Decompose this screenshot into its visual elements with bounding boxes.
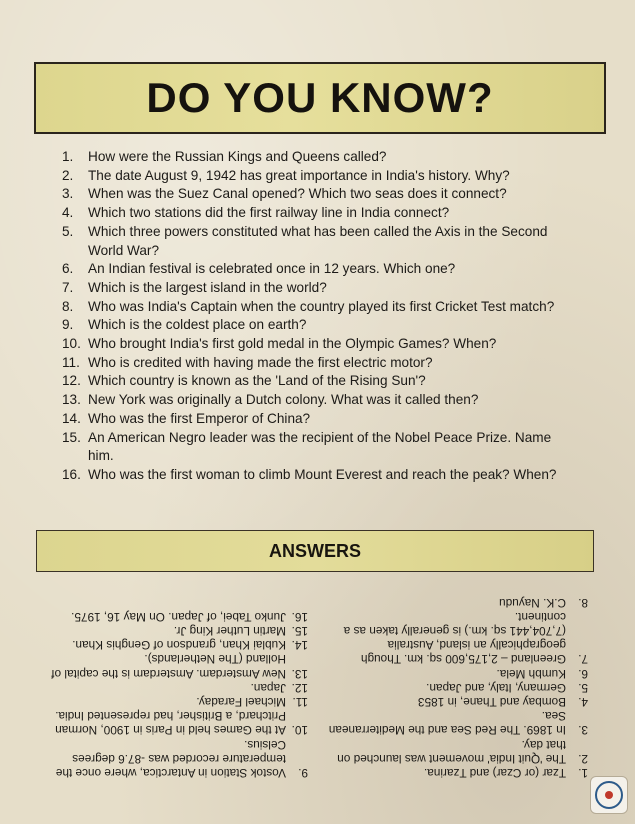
answers-column-right (48, 580, 308, 780)
watermark-logo (590, 776, 628, 814)
answers-column-left (328, 580, 588, 780)
answer-item (328, 737, 588, 765)
question-item-number: 1. (62, 149, 74, 164)
answer-item-text: The 'Quit India' movement was launched on that day. (337, 737, 566, 766)
answer-item (48, 638, 308, 652)
answer-item (328, 695, 588, 709)
question-item-number: 9. (62, 317, 74, 333)
question-item-number: 6. (62, 261, 74, 277)
answer-item-number: 15. (291, 623, 308, 638)
answer-item-number: 5. (578, 680, 588, 695)
question-item-text: Which two stations did the first railway line in India connect? (88, 205, 450, 221)
answer-item-text: New Amsterdam. Amsterdam is the capital of Holland (The Netherlands). (51, 652, 286, 681)
page-title: DO YOU KNOW? (146, 74, 494, 121)
answer-item-number: 9. (298, 766, 308, 780)
answer-item (48, 695, 308, 709)
question-item-text: Which three powers constituted what has been called the Axis in the Second World War? (88, 223, 548, 258)
question-item (62, 260, 562, 279)
answer-item (48, 709, 308, 737)
question-item (62, 391, 562, 410)
question-item-number: 4. (62, 205, 74, 221)
answer-item (328, 709, 588, 737)
answer-item-number: 6. (578, 666, 588, 681)
answer-item-text: Bombay and Thane, in 1853 (417, 694, 566, 709)
answer-item-text: In 1869. The Red Sea and the Mediterranean Sea. (328, 709, 566, 738)
answer-item-text: Tzar (or Czar) and Tzarina. (423, 766, 566, 780)
question-item (62, 223, 562, 260)
question-item-text: Who was the first Emperor of China? (88, 410, 311, 426)
answer-item (48, 652, 308, 680)
answer-item (48, 681, 308, 695)
answer-item (328, 766, 588, 780)
question-item (62, 372, 562, 391)
question-item (62, 335, 562, 354)
question-item-text: The date August 9, 1942 has great importance in India's history. Why? (88, 167, 510, 183)
answer-item (48, 624, 308, 638)
answer-item-text: Vostok Station in Antarctica, where once the temperature recorded was -87.6 degrees Celsius. (55, 737, 286, 780)
answer-item-number: 14. (291, 638, 308, 653)
question-item-number: 2. (62, 167, 74, 183)
answers-upside-down (48, 580, 588, 780)
question-item (62, 466, 562, 485)
answer-item (328, 610, 588, 667)
answer-item-number: 13. (291, 666, 308, 681)
answer-item-text: Martin Luther King Jr. (173, 623, 286, 638)
question-item (62, 429, 562, 466)
question-item-text: Which country is known as the 'Land of the Rising Sun'? (88, 373, 426, 389)
answer-item-number: 1. (578, 766, 588, 780)
answer-item-number: 2. (578, 751, 588, 766)
answers-banner (36, 530, 594, 572)
answer-item-number: 11. (292, 694, 308, 709)
question-item-text: Who is credited with having made the first electric motor? (88, 354, 433, 370)
answer-item (328, 666, 588, 680)
answers-heading: ANSWERS (268, 540, 361, 561)
answer-item-number: 7. (578, 652, 588, 667)
question-item-number: 3. (62, 186, 74, 202)
question-item-number: 14. (62, 410, 81, 426)
answer-item-text: Michael Faraday. (196, 694, 286, 709)
answer-item-text: Germany, Italy, and Japan. (426, 680, 566, 695)
question-item (62, 167, 562, 186)
question-item-text: An American Negro leader was the recipient of the Nobel Peace Prize. Name him. (88, 429, 552, 464)
answer-item-number: 3. (578, 723, 588, 738)
questions-list (62, 148, 562, 485)
question-item-text: Which is the coldest place on earth? (88, 317, 307, 333)
question-item-text: Who was the first woman to climb Mount Everest and reach the peak? When? (88, 466, 557, 482)
answer-item-number: 12. (291, 680, 308, 695)
answer-item (48, 610, 308, 624)
question-item-text: How were the Russian Kings and Queens called? (88, 149, 387, 164)
answer-item-text: Greenland – 2,175,600 sq. km. Though geographically an island, Australia (7,704,441 sq. km.) is generally taken as a continent. (343, 609, 566, 667)
question-item (62, 298, 562, 317)
answer-item-number: 16. (291, 609, 308, 624)
question-item-number: 8. (62, 298, 74, 314)
answer-item-number: 10. (291, 723, 308, 738)
question-item-text: When was the Suez Canal opened? Which two seas does it connect? (88, 186, 507, 202)
question-item-text: Which is the largest island in the world? (88, 279, 327, 295)
answer-item-text: Kumbh Mela. (496, 666, 566, 681)
question-item (62, 204, 562, 223)
answer-item (328, 681, 588, 695)
question-item-number: 10. (62, 336, 81, 352)
question-item (62, 279, 562, 298)
answer-item (48, 737, 308, 780)
answer-item-number: 4. (578, 694, 588, 709)
question-item (62, 316, 562, 335)
question-item-number: 11. (62, 354, 80, 370)
question-item-number: 12. (62, 373, 81, 389)
question-item-text: Who was India's Captain when the country played its first Cricket Test match? (88, 298, 555, 314)
question-item (62, 354, 562, 373)
question-item-number: 5. (62, 223, 74, 239)
question-item-text: New York was originally a Dutch colony. What was it called then? (88, 392, 479, 408)
answer-item (328, 595, 588, 609)
answer-item-text: Kublai Khan, grandson of Genghis Khan. (72, 638, 286, 653)
question-item-text: An Indian festival is celebrated once in 12 years. Which one? (88, 261, 456, 277)
answer-item-text: Japan. (250, 680, 286, 695)
question-item-number: 7. (62, 279, 74, 295)
question-item (62, 185, 562, 204)
question-item (62, 410, 562, 429)
answer-item-number: 8. (578, 595, 588, 610)
answer-item-text: At the Games held in Paris in 1900, Norman Pritchard, a Britisher, had represented India. (55, 709, 286, 738)
question-item-number: 16. (62, 466, 81, 482)
question-item-number: 13. (62, 392, 81, 408)
title-banner (34, 62, 606, 134)
question-item-number: 15. (62, 429, 81, 445)
answer-item-text: Junko Tabei, of Japan. On May 16, 1975. (71, 609, 286, 624)
logo-icon (595, 781, 623, 809)
answer-item-text: C.K. Nayudu (499, 595, 566, 610)
question-item-text: Who brought India's first gold medal in the Olympic Games? When? (88, 336, 497, 352)
question-item (62, 148, 562, 167)
